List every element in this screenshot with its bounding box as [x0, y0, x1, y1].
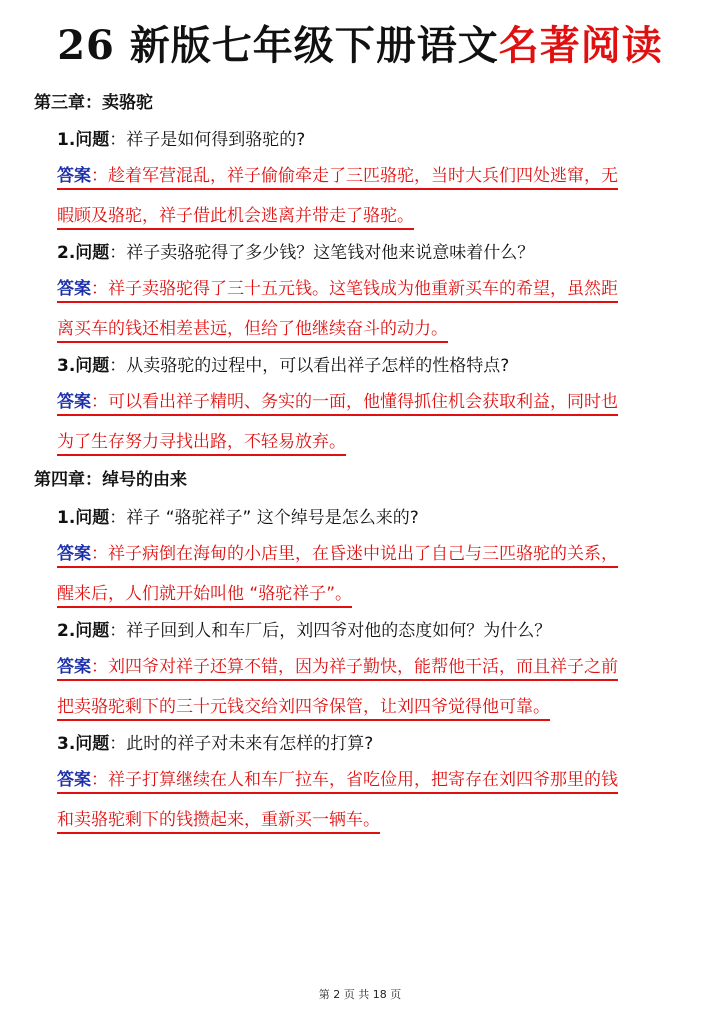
answer-text: ：祥子病倒在海甸的小店里，在昏迷中说出了自己与三匹骆驼的关系，: [91, 544, 618, 564]
answer-block: [57, 652, 689, 732]
page-title: [0, 18, 720, 74]
question-label: 2.问题: [57, 621, 110, 641]
answer-line: [57, 274, 689, 314]
answer-text: 暇顾及骆驼，祥子借此机会逃离并带走了骆驼。: [57, 206, 414, 230]
answer-line: [57, 539, 689, 579]
answer-line: [57, 201, 689, 241]
answer-label: 答案: [57, 544, 91, 564]
chapter-title: 第四章：绰号的由来: [34, 470, 187, 490]
answer-block: [57, 765, 689, 845]
answer-block: [57, 387, 689, 467]
answer-label: 答案: [57, 392, 91, 412]
answer-line: [57, 161, 689, 201]
answer-line: [57, 692, 689, 732]
title-main: 26 新版七年级下册语文: [57, 22, 499, 69]
answer-text: ：可以看出祥子精明、务实的一面，他懂得抓住机会获取利益，同时也: [91, 392, 618, 412]
question: [57, 240, 534, 266]
answer-text: 和卖骆驼剩下的钱攒起来，重新买一辆车。: [57, 810, 380, 834]
question-text: ：此时的祥子对未来有怎样的打算?: [109, 734, 374, 754]
answer-label: 答案: [57, 770, 91, 790]
answer-text: 醒来后，人们就开始叫他 “骆驼祥子”。: [57, 584, 352, 608]
answer-text: 为了生存努力寻找出路，不轻易放弃。: [57, 432, 346, 456]
answer-text: ：刘四爷对祥子还算不错，因为祥子勤快，能帮他干活，而且祥子之前: [91, 657, 618, 677]
question-text: ：祥子 “骆驼祥子” 这个绰号是怎么来的?: [109, 508, 419, 528]
answer-line: [57, 314, 689, 354]
question-label: 2.问题: [57, 243, 110, 263]
answer-text: ：祥子打算继续在人和车厂拉车，省吃俭用，把寄存在刘四爷那里的钱: [91, 770, 618, 790]
answer-block: [57, 274, 689, 354]
question-label: 3.问题: [57, 356, 110, 376]
answer-line: [57, 387, 689, 427]
answer-line: [57, 805, 689, 845]
question-label: 1.问题: [57, 130, 110, 150]
answer-line: [57, 427, 689, 467]
title-highlight: 名著阅读: [498, 22, 663, 69]
answer-line: [57, 579, 689, 619]
question: [57, 618, 551, 644]
page-number: 第 2 页 共 18 页: [318, 988, 402, 1001]
answer-text: 离买车的钱还相差甚远，但给了他继续奋斗的动力。: [57, 319, 448, 343]
question: [57, 127, 305, 153]
question-label: 1.问题: [57, 508, 110, 528]
question-text: ：祥子回到人和车厂后，刘四爷对他的态度如何？为什么？: [109, 621, 552, 641]
answer-line: [57, 652, 689, 692]
answer-block: [57, 539, 689, 619]
question-text: ：祥子是如何得到骆驼的?: [109, 130, 306, 150]
question: [57, 505, 419, 531]
answer-text: ：趁着军营混乱，祥子偷偷牵走了三匹骆驼，当时大兵们四处逃窜，无: [91, 166, 618, 186]
question-text: ：从卖骆驼的过程中，可以看出祥子怎样的性格特点?: [109, 356, 510, 376]
answer-label: 答案: [57, 657, 91, 677]
answer-text: 把卖骆驼剩下的三十元钱交给刘四爷保管，让刘四爷觉得他可靠。: [57, 697, 550, 721]
answer-label: 答案: [57, 166, 91, 186]
chapter-title: 第三章：卖骆驼: [34, 93, 153, 113]
question-text: ：祥子卖骆驼得了多少钱？这笔钱对他来说意味着什么？: [109, 243, 535, 263]
answer-line: [57, 765, 689, 805]
question: [57, 731, 373, 757]
answer-text: ：祥子卖骆驼得了三十五元钱。这笔钱成为他重新买车的希望，虽然距: [91, 279, 618, 299]
answer-label: 答案: [57, 279, 91, 299]
question: [57, 353, 509, 379]
question-label: 3.问题: [57, 734, 110, 754]
answer-block: [57, 161, 689, 241]
